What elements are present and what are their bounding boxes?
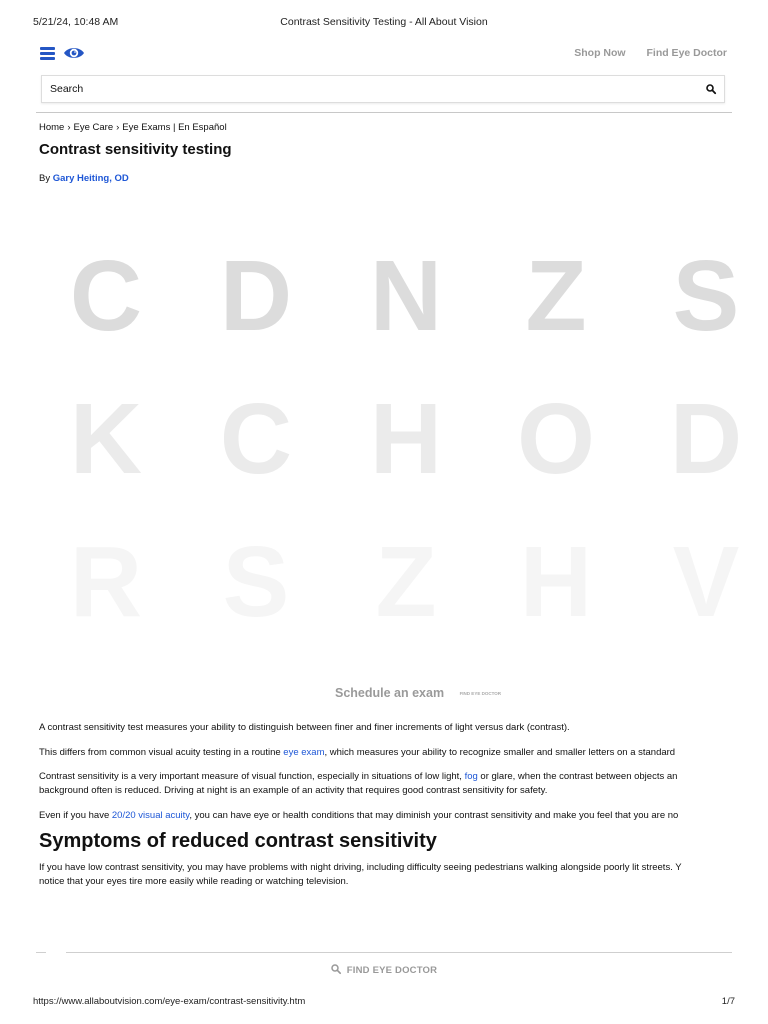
page-title: Contrast sensitivity testing [39,141,232,158]
paragraph-2-text: , which measures your ability to recognize smaller and smaller letters on a standard [324,747,676,758]
print-header [33,16,735,30]
paragraph-2 [39,746,732,760]
chart-letter: S [672,240,740,352]
hamburger-menu-icon[interactable] [40,47,55,60]
print-url: https://www.allaboutvision.com/eye-exam/contrast-sensitivity.htm [33,996,306,1007]
paragraph-4-text: , you can have eye or health conditions that may diminish your contrast sensitivity and make you feel that you are no [189,810,679,821]
paragraph-3-text: background often is reduced. Driving at night is an example of an activity that requires good contrast sensitivity for safety. [39,785,548,796]
search-input[interactable] [50,82,670,96]
chart-letter: K [69,383,143,495]
schedule-exam-label[interactable]: Schedule an exam [335,686,445,700]
paragraph-5 [39,861,732,889]
paragraph-5-text: If you have low contrast sensitivity, you may have problems with night driving, including difficulty seeing pedestrians walking alongside poorly lit streets. Y [39,862,682,873]
breadcrumb-eye-exams[interactable]: Eye Exams | En Español [122,122,227,133]
paragraph-4-text: Even if you have [39,810,112,821]
divider [66,952,732,953]
schedule-exam-cta [335,686,501,700]
breadcrumb-separator: › [67,122,71,133]
print-page-number: 1/7 [721,996,735,1007]
chart-letter: Z [525,240,587,352]
paragraph-2-text: This differs from common visual acuity testing in a routine [39,747,284,758]
find-eye-doctor-link[interactable]: Find Eye Doctor [646,47,727,59]
chart-letter: H [519,526,593,638]
print-footer [33,996,735,1007]
paragraph-3-text: or glare, when the contrast between objects an [477,771,678,782]
find-eye-doctor-bar[interactable] [0,964,768,976]
chart-letter: C [69,240,143,352]
nav-links [556,47,727,59]
print-page-title: Contrast Sensitivity Testing - All About Vision [280,16,488,28]
breadcrumb-eye-care[interactable]: Eye Care [73,122,114,133]
top-navigation [38,42,730,66]
paragraph-3-text: Contrast sensitivity is a very important measure of visual function, especially in situations of low light, [39,771,465,782]
paragraph-3 [39,770,732,798]
print-datetime: 5/21/24, 10:48 AM [33,16,119,28]
search-bar [41,75,725,103]
byline-label: By [39,173,51,184]
breadcrumb-separator: › [116,122,120,133]
paragraph-1: A contrast sensitivity test measures your ability to distinguish between finer and finer increments of light versus dark (contrast). [39,722,570,733]
divider [36,952,46,953]
chart-letter: S [222,526,290,638]
breadcrumb [39,122,227,133]
paragraph-4 [39,809,732,823]
find-eye-doctor-small-link[interactable]: FIND EYE DOCTOR [459,691,501,697]
chart-letter: D [219,240,293,352]
eye-exam-link[interactable]: eye exam [283,747,325,758]
eye-logo-icon[interactable] [63,45,85,61]
search-icon [331,964,341,974]
chart-letter: N [369,240,443,352]
breadcrumb-home[interactable]: Home [39,122,65,133]
chart-letter: O [517,383,595,495]
paragraph-5-text: notice that your eyes tire more easily while reading or watching television. [39,876,349,887]
chart-letter: C [219,383,293,495]
chart-letter: H [369,383,443,495]
chart-letter: R [69,526,143,638]
shop-now-link[interactable]: Shop Now [574,47,626,59]
byline [39,173,129,184]
find-eye-doctor-label: FIND EYE DOCTOR [346,965,438,976]
chart-letter: D [669,383,743,495]
visual-acuity-link[interactable]: 20/20 visual acuity [111,810,190,821]
author-link[interactable]: Gary Heiting, OD [52,173,129,184]
section-heading-symptoms: Symptoms of reduced contrast sensitivity [39,830,437,852]
fog-link[interactable]: fog [464,771,478,782]
contrast-sensitivity-chart-image [36,196,743,676]
header-divider [36,112,732,113]
chart-letter: Z [375,526,437,638]
search-icon[interactable] [706,84,716,94]
chart-letter: V [672,526,740,638]
